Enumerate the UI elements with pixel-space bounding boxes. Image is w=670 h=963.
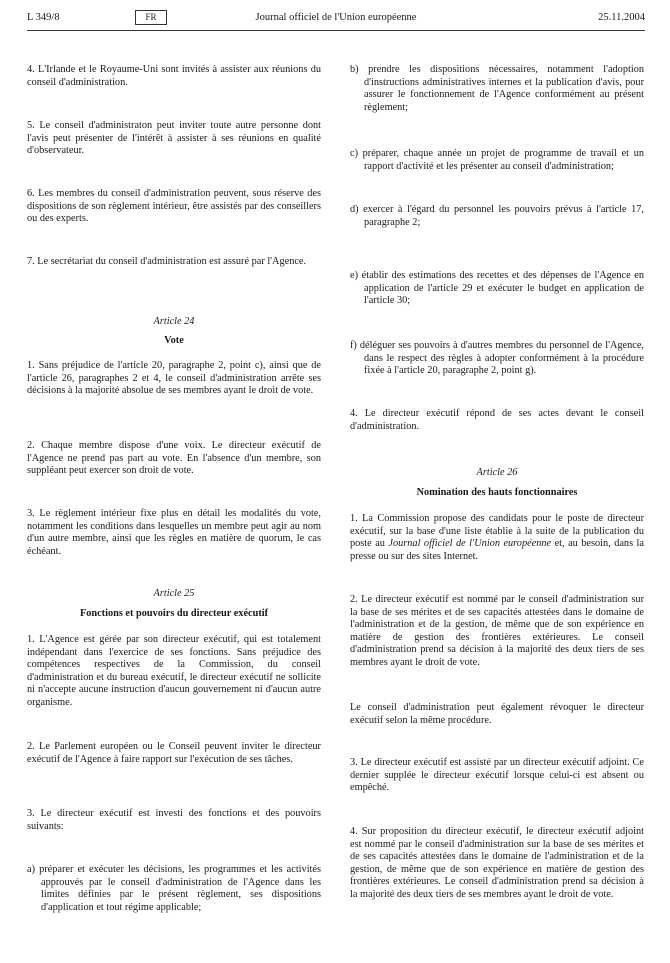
paragraph: 1. Sans préjudice de l'article 20, paragraphe 2, point c), ainsi que de l'article 26, paragraphes 2 et 4, le conseil d'administration arrête ses décisions à la majorité absolue de ses membres ayant le droit de vote. — [27, 360, 321, 397]
paragraph: 2. Chaque membre dispose d'une voix. Le directeur exécutif de l'Agence ne prend pas part au vote. En l'absence d'un membre, son suppléant peut exercer son droit de vote. — [27, 440, 321, 477]
article-title: Nomination des hauts fonctionnaires — [416, 487, 578, 498]
paragraph: 5. Le conseil d'administraton peut inviter toute autre personne dont l'avis peut présenter de l'intérêt à assister à ses réunions en qualité d'observateur. — [27, 120, 321, 157]
paragraph: 1. L'Agence est gérée par son directeur exécutif, qui est totalement indépendant dans l'exercice de ses fonctions. Sans préjudice des compétences respectives de la Commission, du conseil d'administration et du bureau exécutif, le directeur exécutif ne sollicite ni n'accepte aucune instruction d'aucun gouvernement ni d'aucun autre organisme. — [27, 634, 321, 708]
paragraph: 3. Le directeur exécutif est assisté par un directeur exécutif adjoint. Ce dernier supplée le directeur exécutif lorsque celui-ci est absent ou empêché. — [350, 757, 644, 794]
paragraph — [350, 513, 644, 563]
header-rule — [27, 30, 645, 31]
paragraph-text: et, au besoin, dans la presse ou sur des sites Internet. — [350, 538, 644, 562]
paragraph: 6. Les membres du conseil d'administration peuvent, sous réserve des dispositions de son règlement intérieur, être assistés par des conseillers ou des experts. — [27, 188, 321, 225]
paragraph: 3. Le règlement intérieur fixe plus en détail les modalités du vote, notamment les conditions dans lesquelles un membre peut agir au nom d'un autre membre, ainsi que les règles en matière de quorum, le cas échéant. — [27, 508, 321, 557]
article-number: Article 25 — [153, 588, 195, 599]
article-number: Article 24 — [153, 316, 195, 327]
article-number: Article 26 — [476, 467, 518, 478]
list-item: c) préparer, chaque année un projet de programme de travail et un rapport d'activité et les présenter au conseil d'administration; — [350, 148, 644, 172]
page-number: L 349/8 — [27, 12, 60, 23]
list-item: a) préparer et exécuter les décisions, les programmes et les activités approuvés par le conseil d'administration de l'Agence dans les limites définies par le présent règlement, ses dispositions d'application et tout régime applicable; — [27, 864, 321, 913]
publication-date: 25.11.2004 — [598, 12, 645, 23]
journal-title: Journal officiel de l'Union européenne — [255, 12, 417, 23]
paragraph-text: 1. La Commission propose des candidats pour le poste de directeur exécutif, sur la base d'une liste établie à la suite de la publication du poste au — [350, 513, 644, 550]
paragraph: 4. Le directeur exécutif répond de ses actes devant le conseil d'administration. — [350, 408, 644, 432]
list-item: f) déléguer ses pouvoirs à d'autres membres du personnel de l'Agence, dans le respect des règles à adopter conformément à la procédure fixée à l'article 20, paragraphe 2, point g). — [350, 340, 644, 377]
language-badge: FR — [135, 10, 167, 25]
journal-reference: Journal officiel de l'Union européenne — [388, 538, 552, 550]
article-title: Vote — [164, 335, 184, 346]
list-item: d) exercer à l'égard du personnel les pouvoirs prévus à l'article 17, paragraphe 2; — [350, 204, 644, 228]
paragraph: 4. Sur proposition du directeur exécutif, le directeur exécutif adjoint est nommé par le conseil d'administration sur la base de ses mérites et de ses capacités attestées dans le domaine de l'administration et de la gestion, de même que de son expérience en matière de gestion des frontières extérieures. Le conseil d'administration prend sa décision à la majorité des deux tiers de ses membres ayant le droit de vote. — [350, 826, 644, 900]
paragraph: 7. Le secrétariat du conseil d'administration est assuré par l'Agence. — [27, 256, 307, 267]
paragraph: 4. L'Irlande et le Royaume-Uni sont invités à assister aux réunions du conseil d'administration. — [27, 64, 321, 88]
paragraph: 2. Le Parlement européen ou le Conseil peuvent inviter le directeur exécutif de l'Agence à faire rapport sur l'exécution de ses tâches. — [27, 741, 321, 765]
list-item: e) établir des estimations des recettes et des dépenses de l'Agence en application de l'article 29 et exécuter le budget en application de l'article 30; — [350, 270, 644, 307]
page-header — [27, 8, 645, 30]
paragraph: 2. Le directeur exécutif est nommé par le conseil d'administration sur la base de ses mérites et de ses capacités attestées dans le domaine de l'administration et de la gestion, de même que de son expérience en matière de gestion des frontières extérieures. Le conseil d'administration prend sa décision à la majorité des deux tiers de ses membres ayant le droit de vote. — [350, 594, 644, 668]
paragraph: Le conseil d'administration peut également révoquer le directeur exécutif selon la même procédure. — [350, 702, 644, 726]
paragraph: 3. Le directeur exécutif est investi des fonctions et des pouvoirs suivants: — [27, 808, 321, 832]
article-title: Fonctions et pouvoirs du directeur exécutif — [79, 608, 269, 619]
list-item: b) prendre les dispositions nécessaires, notamment l'adoption d'instructions administratives internes et la publication d'avis, pour assurer le fonctionnement de l'Agence conformément au présent règlement; — [350, 64, 644, 113]
